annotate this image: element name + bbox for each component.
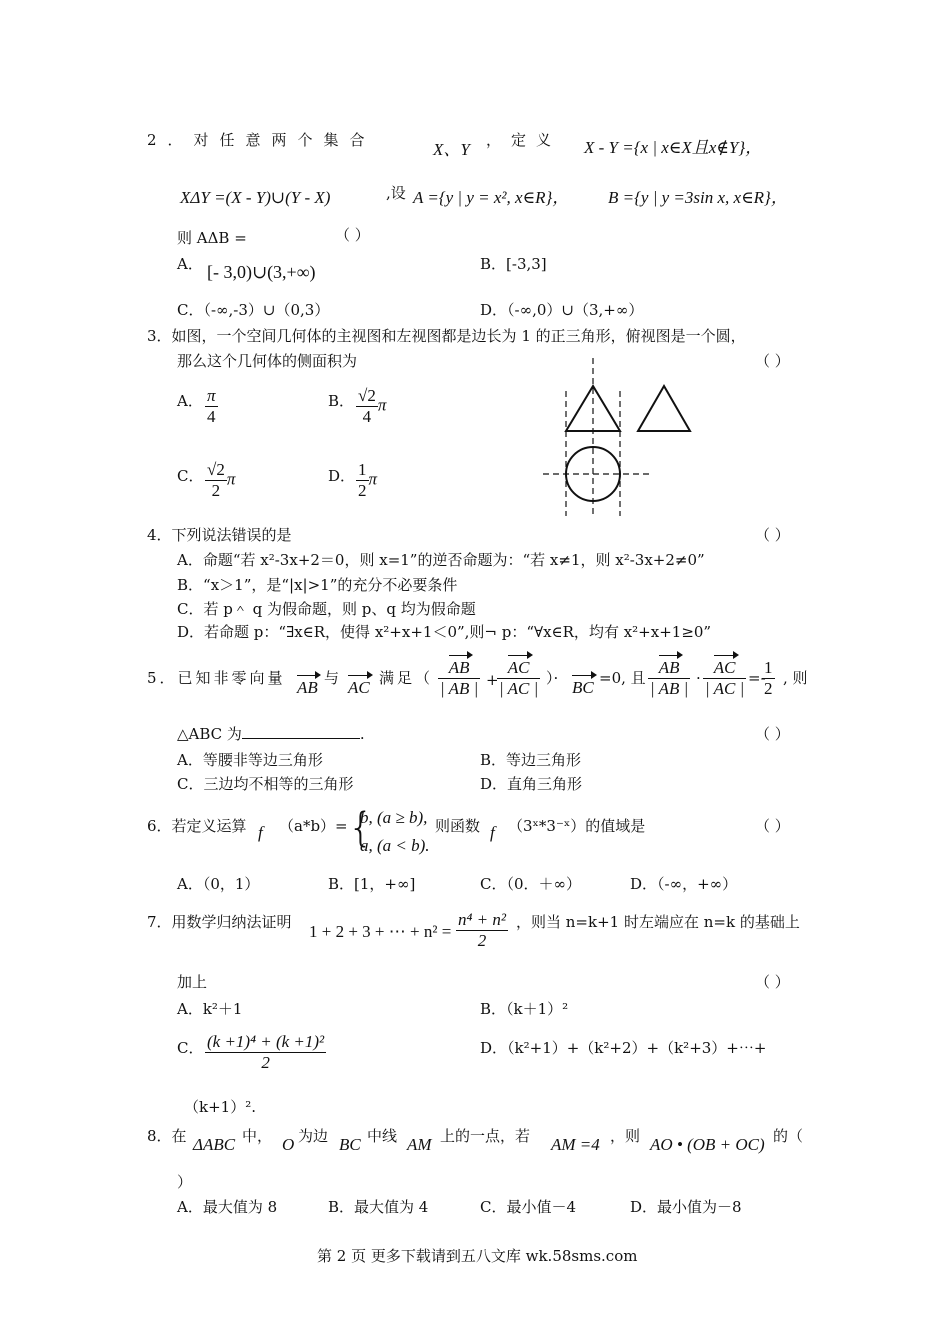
- q5-frac-ab2-den: | AB |: [650, 679, 689, 698]
- q8-close: ）: [177, 1173, 193, 1191]
- q5-frac-ab: [438, 658, 480, 699]
- q5-vec-ab: [297, 678, 318, 698]
- q7-opt-c: [205, 1032, 326, 1073]
- q7-opt-a: A．k²＋1: [177, 1000, 243, 1018]
- q7-opt-b: B．（k＋1）²: [480, 1000, 569, 1018]
- q4-paren: （ ）: [755, 526, 790, 544]
- q8-t3: 中线: [367, 1127, 398, 1145]
- q5-half: [762, 658, 775, 699]
- q5-vec-ac: [348, 678, 370, 698]
- q8-opt-a: A．最大值为 8: [177, 1198, 278, 1216]
- q3-opt-a: [205, 386, 218, 427]
- side-view-triangle: [638, 386, 690, 431]
- q7-rhs: [456, 910, 508, 951]
- q7-pre: 7．用数学归纳法证明: [147, 913, 292, 931]
- q5-frac-ac-num: AC: [507, 658, 530, 677]
- q7-rhs-num: n⁴ + n²: [458, 910, 506, 929]
- q6-pre: 6．若定义运算: [147, 817, 247, 835]
- q4-title: 4．下列说法错误的是: [147, 526, 292, 544]
- q7-rhs-den: 2: [477, 931, 487, 950]
- q7-opt-d: D．（k²+1）+（k²+2）+（k²+3）+⋯+: [480, 1039, 767, 1057]
- q5-paren: （ ）: [755, 725, 790, 743]
- q6-paren: （ ）: [755, 817, 790, 835]
- q8-opt-d: D．最小值为－8: [630, 1198, 742, 1216]
- q5-bc: BC: [572, 678, 594, 697]
- page-footer: 第 2 页 更多下载请到五八文库 wk.58sms.com: [317, 1247, 638, 1265]
- q8-t2: 为边: [298, 1127, 329, 1145]
- q6-args: （a*b）=: [279, 817, 348, 835]
- q5-half-num: 1: [764, 658, 773, 677]
- q3-opt-a-label: A．: [177, 392, 203, 410]
- q8-t5: ，则: [610, 1127, 641, 1145]
- q2-define: ，定义: [486, 131, 562, 149]
- q5-opt-c: C．三边均不相等的三角形: [177, 775, 354, 793]
- q2-setb: B ={y | y =3sin x, x∈R}，: [608, 188, 788, 207]
- q4-opt-b: B．“x＞1”，是“|x|>1”的充分不必要条件: [177, 576, 458, 594]
- q8-opt-b: B．最大值为 4: [328, 1198, 429, 1216]
- q7-line2: 加上: [177, 973, 208, 991]
- q5-frac-ab2-num: AB: [658, 658, 680, 677]
- q5-opt-d: D．直角三角形: [480, 775, 583, 793]
- q3-c-num: √2: [207, 460, 225, 479]
- q4-opt-c: C．若 p＾ q 为假命题，则 p、q 均为假命题: [177, 600, 476, 618]
- q2-ask: 则 AΔB =: [177, 229, 247, 247]
- q8-amv: AM =4: [551, 1135, 600, 1154]
- q2-opt-c: C．（-∞,-3）∪（0,3）: [177, 301, 330, 319]
- q3-paren: （ ）: [755, 352, 790, 370]
- q2-stem: 2．对任意两个集合: [147, 131, 376, 149]
- q6-f1: f: [258, 823, 263, 842]
- q6-opt-d: D．（-∞，+∞）: [630, 875, 738, 893]
- q2-opt-b: B．[-3,3]: [480, 255, 547, 273]
- q2-xy: X、Y: [433, 140, 470, 159]
- q5-opt-a: A．等腰非等边三角形: [177, 751, 323, 769]
- q8-am: AM: [407, 1135, 432, 1154]
- q5-frac-ab-num: AB: [448, 658, 470, 677]
- q3-opt-b-label: B．: [328, 392, 355, 410]
- q5-frac-ac2-num: AC: [713, 658, 736, 677]
- q5-and: 与: [324, 669, 340, 687]
- q2-opt-a: [- 3,0)∪(3,+∞): [207, 262, 316, 282]
- q2-seta: A ={y | y = x², x∈R}，: [413, 188, 570, 207]
- q2-opt-d: D．（-∞,0）∪（3,+∞）: [480, 301, 644, 319]
- q6-opt-c: C．（0．＋∞）: [480, 875, 582, 893]
- q6-opt-a: A．（0，1）: [177, 875, 260, 893]
- q6-arg2: （3ˣ*3⁻ˣ）的值域是: [508, 817, 646, 835]
- q3-a-num: π: [207, 386, 216, 405]
- q2-def1: X - Y ={x | x∈X且x∉Y}，: [584, 138, 763, 157]
- q5-satisfy: 满足（: [379, 669, 434, 687]
- q3-opt-d-label: D．: [328, 467, 356, 485]
- q7-opt-c-label: C．: [177, 1039, 204, 1057]
- q3-b-den: 4: [362, 407, 372, 426]
- q5-period: .: [359, 725, 365, 743]
- q5-frac-ac: [497, 658, 540, 699]
- q2-opt-a-label: A．: [177, 255, 203, 273]
- q8-t1: 中，: [242, 1127, 273, 1145]
- q3-c-pi: π: [226, 469, 236, 489]
- q6-opt-b: B．[1，+∞]: [328, 875, 416, 893]
- q3-a-den: 4: [207, 407, 216, 426]
- q5-then: , 则: [783, 669, 808, 687]
- q5-line2: [177, 724, 365, 744]
- q5-opt-b: B．等边三角形: [480, 751, 582, 769]
- q5-ac: AC: [348, 678, 370, 697]
- q3-c-den: 2: [211, 481, 221, 500]
- q8-t6: 的（: [773, 1127, 804, 1145]
- q5-frac-ab2: [648, 658, 690, 699]
- q8-t4: 上的一点，若: [440, 1127, 531, 1145]
- q8-tri: ΔABC: [193, 1135, 236, 1154]
- q5-frac-ab-den: | AB |: [440, 679, 479, 698]
- q7-c-num: (k +1)⁴ + (k +1)²: [207, 1032, 325, 1051]
- q3-b-pi: π: [377, 395, 387, 415]
- q8-bc: BC: [339, 1135, 361, 1154]
- q3-opt-d: [356, 460, 377, 501]
- q5-plus: +: [486, 671, 499, 689]
- q5-eq: =-: [748, 669, 766, 687]
- q7-c-den: 2: [261, 1053, 270, 1072]
- q4-opt-d: D．若命题 p：“∃x∈R，使得 x²+x+1＜0”,则¬ p：“∀x∈R，均有 x²+x+1≥0”: [177, 623, 712, 641]
- q3-opt-c: [205, 460, 235, 501]
- q3-d-num: 1: [358, 460, 367, 479]
- three-view-figure: [538, 356, 698, 521]
- q6-brace: {: [348, 805, 374, 851]
- q5-eq0: =0, 且: [599, 669, 646, 687]
- q8-expr: AO • (OB + OC): [650, 1135, 765, 1154]
- q5-answer-blank[interactable]: [242, 724, 360, 739]
- q7-opt-d-cont: （k+1）².: [184, 1098, 256, 1116]
- q7-paren: （ ）: [755, 973, 790, 991]
- q5-frac-ac-den: | AC |: [499, 679, 539, 698]
- q6-case1: b, (a ≥ b),: [360, 808, 428, 827]
- q6-mid: 则函数: [435, 817, 481, 835]
- q3-opt-b: [356, 386, 386, 427]
- q3-b-num: √2: [358, 386, 376, 405]
- q5-close: ）·: [546, 669, 559, 687]
- q5-frac-ac2: [703, 658, 746, 699]
- q3-d-pi: π: [368, 469, 378, 489]
- q5-line2-text: △ABC 为: [177, 725, 242, 743]
- q3-line1: 3．如图，一个空间几何体的主视图和左视图都是边长为 1 的正三角形，俯视图是一个圆，: [147, 327, 746, 345]
- q5-pre: 5．已知非零向量: [147, 669, 286, 687]
- q7-lhs: 1 + 2 + 3 + ⋯ + n² =: [309, 922, 452, 941]
- q5-frac-ac2-den: | AC |: [705, 679, 745, 698]
- q2-seta-pre: ,设: [386, 184, 406, 202]
- q3-opt-c-label: C．: [177, 467, 204, 485]
- q8-pre: 8．在: [147, 1127, 187, 1145]
- q3-line2: 那么这个几何体的侧面积为: [177, 352, 358, 370]
- q5-half-den: 2: [764, 679, 773, 698]
- q3-d-den: 2: [358, 481, 367, 500]
- q8-opt-c: C．最小值－4: [480, 1198, 577, 1216]
- q7-post: ，则当 n=k+1 时左端应在 n=k 的基础上: [516, 913, 800, 931]
- q2-paren: （ ）: [335, 226, 370, 244]
- q8-o: O: [282, 1135, 295, 1154]
- q5-dot: ·: [696, 669, 701, 687]
- q5-vec-bc: [572, 678, 594, 698]
- q2-def2: XΔY =(X - Y)∪(Y - X): [180, 188, 331, 207]
- q5-ab: AB: [297, 678, 318, 697]
- q4-opt-a: A．命题“若 x²-3x+2＝0，则 x=1”的逆否命题为：“若 x≠1，则 x²-3x+2≠0”: [177, 551, 705, 569]
- q6-f2: f: [490, 823, 495, 842]
- q6-case2: a, (a < b).: [360, 836, 430, 855]
